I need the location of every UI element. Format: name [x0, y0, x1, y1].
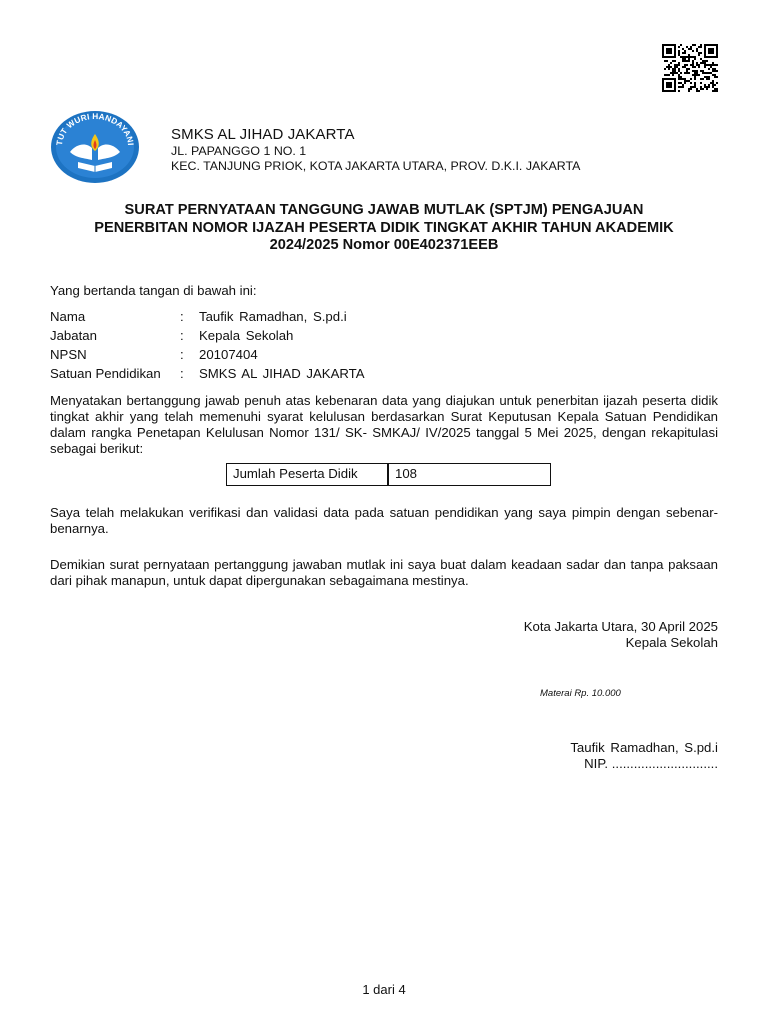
- signature-header: [524, 619, 718, 651]
- title-line-3: 2024/2025 Nomor 00E402371EEB: [269, 237, 499, 254]
- title-line-1: SURAT PERNYATAAN TANGGUNG JAWAB MUTLAK (SPTJM) PENGAJUAN: [124, 202, 644, 218]
- closing-paragraph: Demikian surat pernyataan pertanggung jawaban mutlak ini saya buat dalam keadaan sadar dan tanpa paksaan dari pihak manapun, untuk dapat dipergunakan sebagaimana mestinya.: [50, 557, 718, 588]
- identity-label: NPSN: [50, 347, 87, 362]
- recap-value: 108: [395, 466, 418, 481]
- svg-text:TUT WURI HANDAYANI: TUT WURI HANDAYANI: [54, 111, 136, 147]
- identity-table: [50, 307, 365, 383]
- signer-nip: NIP. .............................: [584, 756, 718, 771]
- verification-paragraph: Saya telah melakukan verifikasi dan validasi data pada satuan pendidikan yang saya pimpin dengan sebenar-benarnya.: [50, 505, 718, 536]
- recap-label: Jumlah Peserta Didik: [227, 464, 389, 485]
- place-date: Kota Jakarta Utara, 30 April 2025: [523, 619, 718, 634]
- letterhead: [171, 125, 580, 174]
- identity-value: SMKS AL JIHAD JAKARTA: [199, 366, 365, 381]
- identity-row: [50, 345, 365, 364]
- identity-value: 20107404: [199, 347, 258, 362]
- title-line-2: PENERBITAN NOMOR IJAZAH PESERTA DIDIK TINGKAT AKHIR TAHUN AKADEMIK: [94, 219, 674, 236]
- school-address-line2: KEC. TANJUNG PRIOK, KOTA JAKARTA UTARA, PROV. D.K.I. JAKARTA: [171, 159, 581, 173]
- identity-colon: :: [180, 347, 184, 362]
- school-name: SMKS AL JIHAD JAKARTA: [171, 126, 355, 143]
- intro-text: Yang bertanda tangan di bawah ini:: [50, 283, 257, 298]
- identity-value: Kepala Sekolah: [199, 328, 294, 343]
- signer-position: Kepala Sekolah: [625, 635, 718, 650]
- qr-code-icon: [662, 44, 718, 92]
- identity-colon: :: [180, 309, 184, 324]
- recap-table: [226, 463, 551, 486]
- signer-name: Taufik Ramadhan, S.pd.i: [570, 740, 718, 755]
- tut-wuri-handayani-logo: [50, 110, 140, 184]
- identity-label: Jabatan: [50, 328, 97, 343]
- statement-paragraph: Menyatakan bertanggung jawab penuh atas kebenaran data yang diajukan untuk penerbitan ijazah peserta didik tingkat akhir yang telah memenuhi syarat kelulusan berdasarkan Surat Keputusan Kepala Satuan Pendidikan dalam rangka Penetapan Kelulusan Nomor 131/ SK- SMKAJ/ IV/2025 tanggal 5 Mei 2025, dengan rekapitulasi sebagai berikut:: [50, 393, 718, 456]
- identity-row: [50, 364, 365, 383]
- page-number: 1 dari 4: [362, 982, 406, 997]
- identity-colon: :: [180, 366, 184, 381]
- identity-value: Taufik Ramadhan, S.pd.i: [199, 309, 347, 324]
- school-address-line1: JL. PAPANGGO 1 NO. 1: [171, 144, 307, 158]
- identity-row: [50, 307, 365, 326]
- materai-note: Materai Rp. 10.000: [540, 688, 621, 699]
- signature-footer: [570, 740, 718, 772]
- identity-label: Satuan Pendidikan: [50, 366, 161, 381]
- identity-label: Nama: [50, 309, 86, 324]
- identity-row: [50, 326, 365, 345]
- document-title: [40, 202, 728, 255]
- identity-colon: :: [180, 328, 184, 343]
